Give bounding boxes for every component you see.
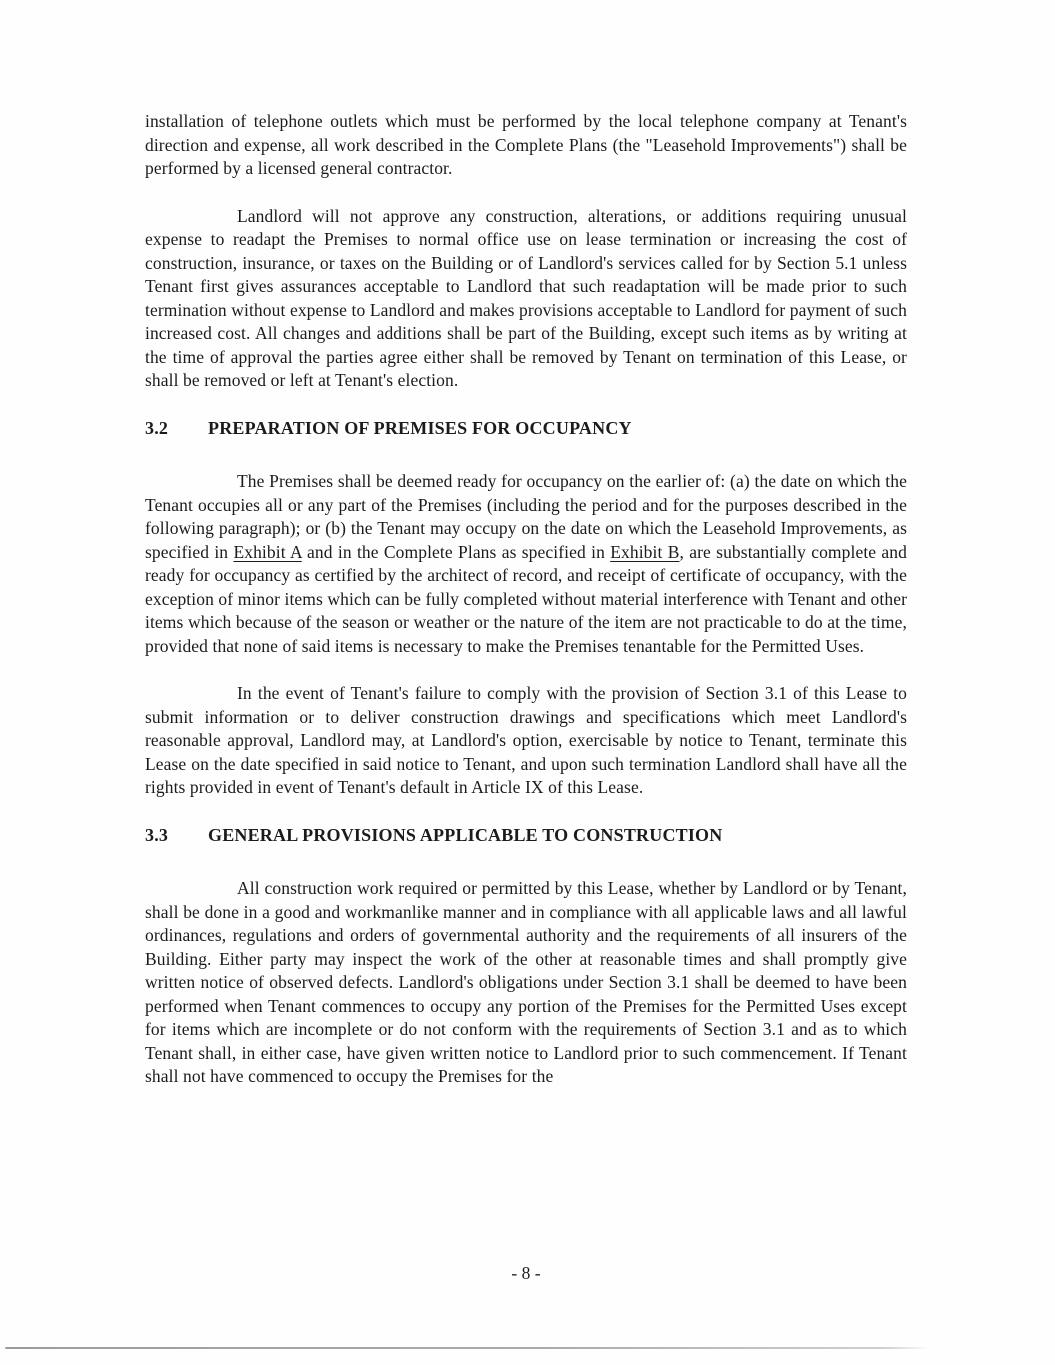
paragraph-text: , are substantially complete and ready for occupancy as certified by the architect of record, and receipt of certificate of occupancy, with the exception of minor items which can be fully completed without material interference with Tenant and other items which because of the season or weather or the nature of the item are not practicable to do at the time, provided that none of said items is necessary to make the Premises tenantable for the Permitted Uses. <box>145 541 907 656</box>
section-number: 3.2 <box>145 417 169 438</box>
paragraph-text: In the event of Tenant's failure to comply with the provision of Section 3.1 of this Lease to submit information or to deliver construction drawings and specifications which meet Landlord's reasonable approval, Landlord may, at Landlord's option, exercisable by notice to Tenant, terminate this Lease on the date specified in said notice to Tenant, and upon such termination Landlord shall have all the rights provided in event of Tenant's default in Article IX of this Lease. <box>145 683 907 797</box>
section-title: GENERAL PROVISIONS APPLICABLE TO CONSTRUCTION <box>208 824 723 845</box>
paragraph <box>145 682 907 800</box>
section-number: 3.3 <box>145 824 169 845</box>
paragraph <box>145 205 907 393</box>
paragraph-text: installation of telephone outlets which must be performed by the local telephone company at Tenant's direction and expense, all work described in the Complete Plans (the "Leasehold Improvements") shall be performed by a licensed general contractor. <box>145 111 907 178</box>
page-number: - 8 - <box>511 1263 541 1283</box>
paragraph-text: and in the Complete Plans as specified in <box>301 541 611 562</box>
document-body <box>145 110 907 1113</box>
section-heading <box>145 417 907 441</box>
section-heading <box>145 824 907 848</box>
bottom-scan-rule <box>5 1347 930 1349</box>
paragraph <box>145 877 907 1089</box>
underlined-reference: Exhibit B <box>610 541 680 562</box>
underlined-reference: Exhibit A <box>233 541 302 562</box>
paragraph-text: Landlord will not approve any construction, alterations, or additions requiring unusual expense to readapt the Premises to normal office use on lease termination or increasing the cost of construction, insurance, or taxes on the Building or of Landlord's services called for by Section 5.1 unless Tenant first gives assurances acceptable to Landlord that such readaptation will be made prior to such termination without expense to Landlord and makes provisions acceptable to Landlord for payment of such increased cost. All changes and additions shall be part of the Building, except such items as by writing at the time of approval the parties agree either shall be removed by Tenant on termination of this Lease, or shall be removed or left at Tenant's election. <box>145 205 907 390</box>
paragraph-text: All construction work required or permitted by this Lease, whether by Landlord or by Tenant, shall be done in a good and workmanlike manner and in compliance with all applicable laws and all lawful ordinances, regulations and orders of governmental authority and the requirements of all insurers of the Building. Either party may inspect the work of the other at reasonable times and shall promptly give written notice of observed defects. Landlord's obligations under Section 3.1 shall be deemed to have been performed when Tenant commences to occupy any portion of the Premises for the Permitted Uses except for items which are incomplete or do not conform with the requirements of Section 3.1 and as to which Tenant shall, in either case, have given written notice to Landlord prior to such commencement. If Tenant shall not have commenced to occupy the Premises for the <box>145 878 907 1086</box>
paragraph-text: The Premises shall be deemed ready for occupancy on the earlier of: (a) the date on which the Tenant occupies all or any part of the Premises (including the period and for the purposes described in the following paragraph); or (b) the Tenant may occupy on the date on which the Leasehold Improvements, as specified in <box>145 471 907 562</box>
paragraph <box>145 470 907 658</box>
paragraph <box>145 110 907 181</box>
section-title: PREPARATION OF PREMISES FOR OCCUPANCY <box>208 417 632 438</box>
